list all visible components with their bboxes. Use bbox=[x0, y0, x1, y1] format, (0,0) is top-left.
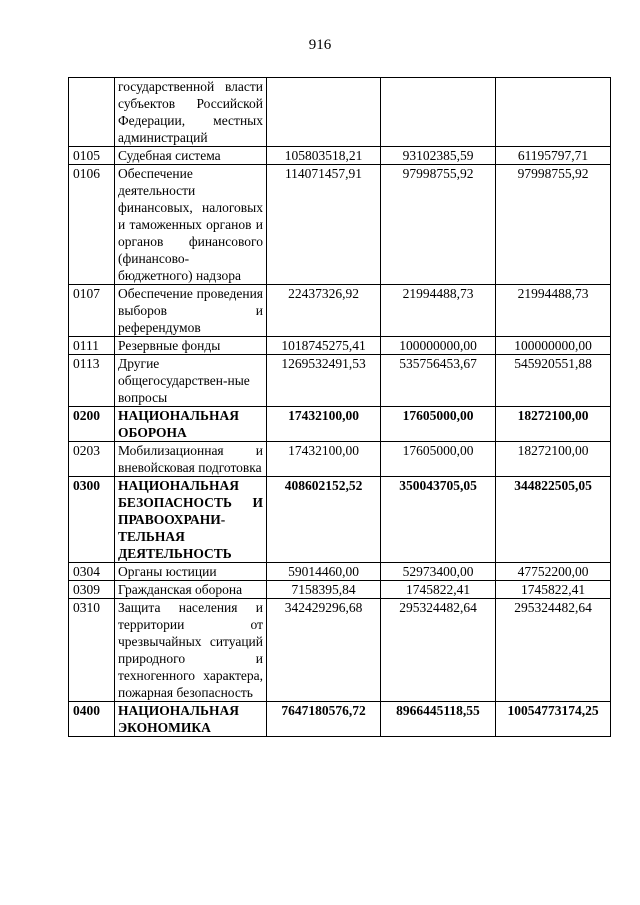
row-value-3: 18272100,00 bbox=[496, 407, 611, 442]
row-code: 0300 bbox=[69, 477, 115, 563]
row-value-2: 1745822,41 bbox=[381, 581, 496, 599]
row-code: 0111 bbox=[69, 337, 115, 355]
row-value-2: 8966445118,55 bbox=[381, 702, 496, 737]
row-value-1: 7647180576,72 bbox=[267, 702, 381, 737]
row-value-2: 350043705,05 bbox=[381, 477, 496, 563]
page-number: 916 bbox=[308, 37, 332, 53]
row-name: НАЦИОНАЛЬНАЯ ЭКОНОМИКА bbox=[115, 702, 267, 737]
row-value-2: 17605000,00 bbox=[381, 442, 496, 477]
row-value-1: 17432100,00 bbox=[267, 442, 381, 477]
row-name: Обеспечение проведения выборов и референдумов bbox=[115, 285, 267, 337]
row-name: государственной власти субъектов Российской Федерации, местных администраций bbox=[115, 78, 267, 147]
row-value-3: 295324482,64 bbox=[496, 599, 611, 702]
row-code: 0304 bbox=[69, 563, 115, 581]
budget-table-body bbox=[69, 78, 611, 737]
row-code: 0400 bbox=[69, 702, 115, 737]
table-row bbox=[69, 581, 611, 599]
row-value-1 bbox=[267, 78, 381, 147]
row-value-2: 535756453,67 bbox=[381, 355, 496, 407]
row-code: 0113 bbox=[69, 355, 115, 407]
row-value-1: 22437326,92 bbox=[267, 285, 381, 337]
row-value-3: 21994488,73 bbox=[496, 285, 611, 337]
row-name: Гражданская оборона bbox=[115, 581, 267, 599]
table-row bbox=[69, 442, 611, 477]
row-value-1: 1269532491,53 bbox=[267, 355, 381, 407]
table-row bbox=[69, 563, 611, 581]
row-value-3: 97998755,92 bbox=[496, 165, 611, 285]
row-value-3: 545920551,88 bbox=[496, 355, 611, 407]
row-value-2: 21994488,73 bbox=[381, 285, 496, 337]
row-value-1: 114071457,91 bbox=[267, 165, 381, 285]
table-row bbox=[69, 702, 611, 737]
row-value-1: 59014460,00 bbox=[267, 563, 381, 581]
row-name: Другие общегосударствен-ные вопросы bbox=[115, 355, 267, 407]
row-name: Защита населения и территории от чрезвычайных ситуаций природного и техногенного характера, пожарная безопасность bbox=[115, 599, 267, 702]
row-code: 0203 bbox=[69, 442, 115, 477]
table-row bbox=[69, 78, 611, 147]
row-value-1: 1018745275,41 bbox=[267, 337, 381, 355]
row-code: 0107 bbox=[69, 285, 115, 337]
row-value-3: 18272100,00 bbox=[496, 442, 611, 477]
row-value-3: 61195797,71 bbox=[496, 147, 611, 165]
row-name: НАЦИОНАЛЬНАЯ ОБОРОНА bbox=[115, 407, 267, 442]
table-row bbox=[69, 337, 611, 355]
row-value-3: 100000000,00 bbox=[496, 337, 611, 355]
row-value-2: 295324482,64 bbox=[381, 599, 496, 702]
row-value-1: 17432100,00 bbox=[267, 407, 381, 442]
row-value-3: 10054773174,25 bbox=[496, 702, 611, 737]
row-value-2: 17605000,00 bbox=[381, 407, 496, 442]
row-code: 0105 bbox=[69, 147, 115, 165]
row-value-2: 52973400,00 bbox=[381, 563, 496, 581]
table-row bbox=[69, 285, 611, 337]
row-value-1: 105803518,21 bbox=[267, 147, 381, 165]
table-row bbox=[69, 477, 611, 563]
row-code: 0106 bbox=[69, 165, 115, 285]
row-value-1: 408602152,52 bbox=[267, 477, 381, 563]
row-name: НАЦИОНАЛЬНАЯ БЕЗОПАСНОСТЬ И ПРАВООХРАНИ-ТЕЛЬНАЯ ДЕЯТЕЛЬНОСТЬ bbox=[115, 477, 267, 563]
table-row bbox=[69, 355, 611, 407]
row-name: Мобилизационная и вневойсковая подготовка bbox=[115, 442, 267, 477]
table-row bbox=[69, 599, 611, 702]
row-code: 0310 bbox=[69, 599, 115, 702]
table-row bbox=[69, 407, 611, 442]
row-value-2 bbox=[381, 78, 496, 147]
row-name: Резервные фонды bbox=[115, 337, 267, 355]
row-value-3: 1745822,41 bbox=[496, 581, 611, 599]
row-name: Органы юстиции bbox=[115, 563, 267, 581]
row-name: Обеспечение деятельности финансовых, налоговых и таможенных органов и органов финансового (финансово-бюджетного) надзора bbox=[115, 165, 267, 285]
row-value-1: 342429296,68 bbox=[267, 599, 381, 702]
row-code bbox=[69, 78, 115, 147]
row-value-3 bbox=[496, 78, 611, 147]
table-row bbox=[69, 147, 611, 165]
row-value-3: 344822505,05 bbox=[496, 477, 611, 563]
table-row bbox=[69, 165, 611, 285]
row-value-2: 100000000,00 bbox=[381, 337, 496, 355]
row-value-3: 47752200,00 bbox=[496, 563, 611, 581]
row-value-2: 97998755,92 bbox=[381, 165, 496, 285]
row-code: 0200 bbox=[69, 407, 115, 442]
row-value-1: 7158395,84 bbox=[267, 581, 381, 599]
budget-table bbox=[68, 77, 611, 737]
row-name: Судебная система bbox=[115, 147, 267, 165]
row-code: 0309 bbox=[69, 581, 115, 599]
row-value-2: 93102385,59 bbox=[381, 147, 496, 165]
